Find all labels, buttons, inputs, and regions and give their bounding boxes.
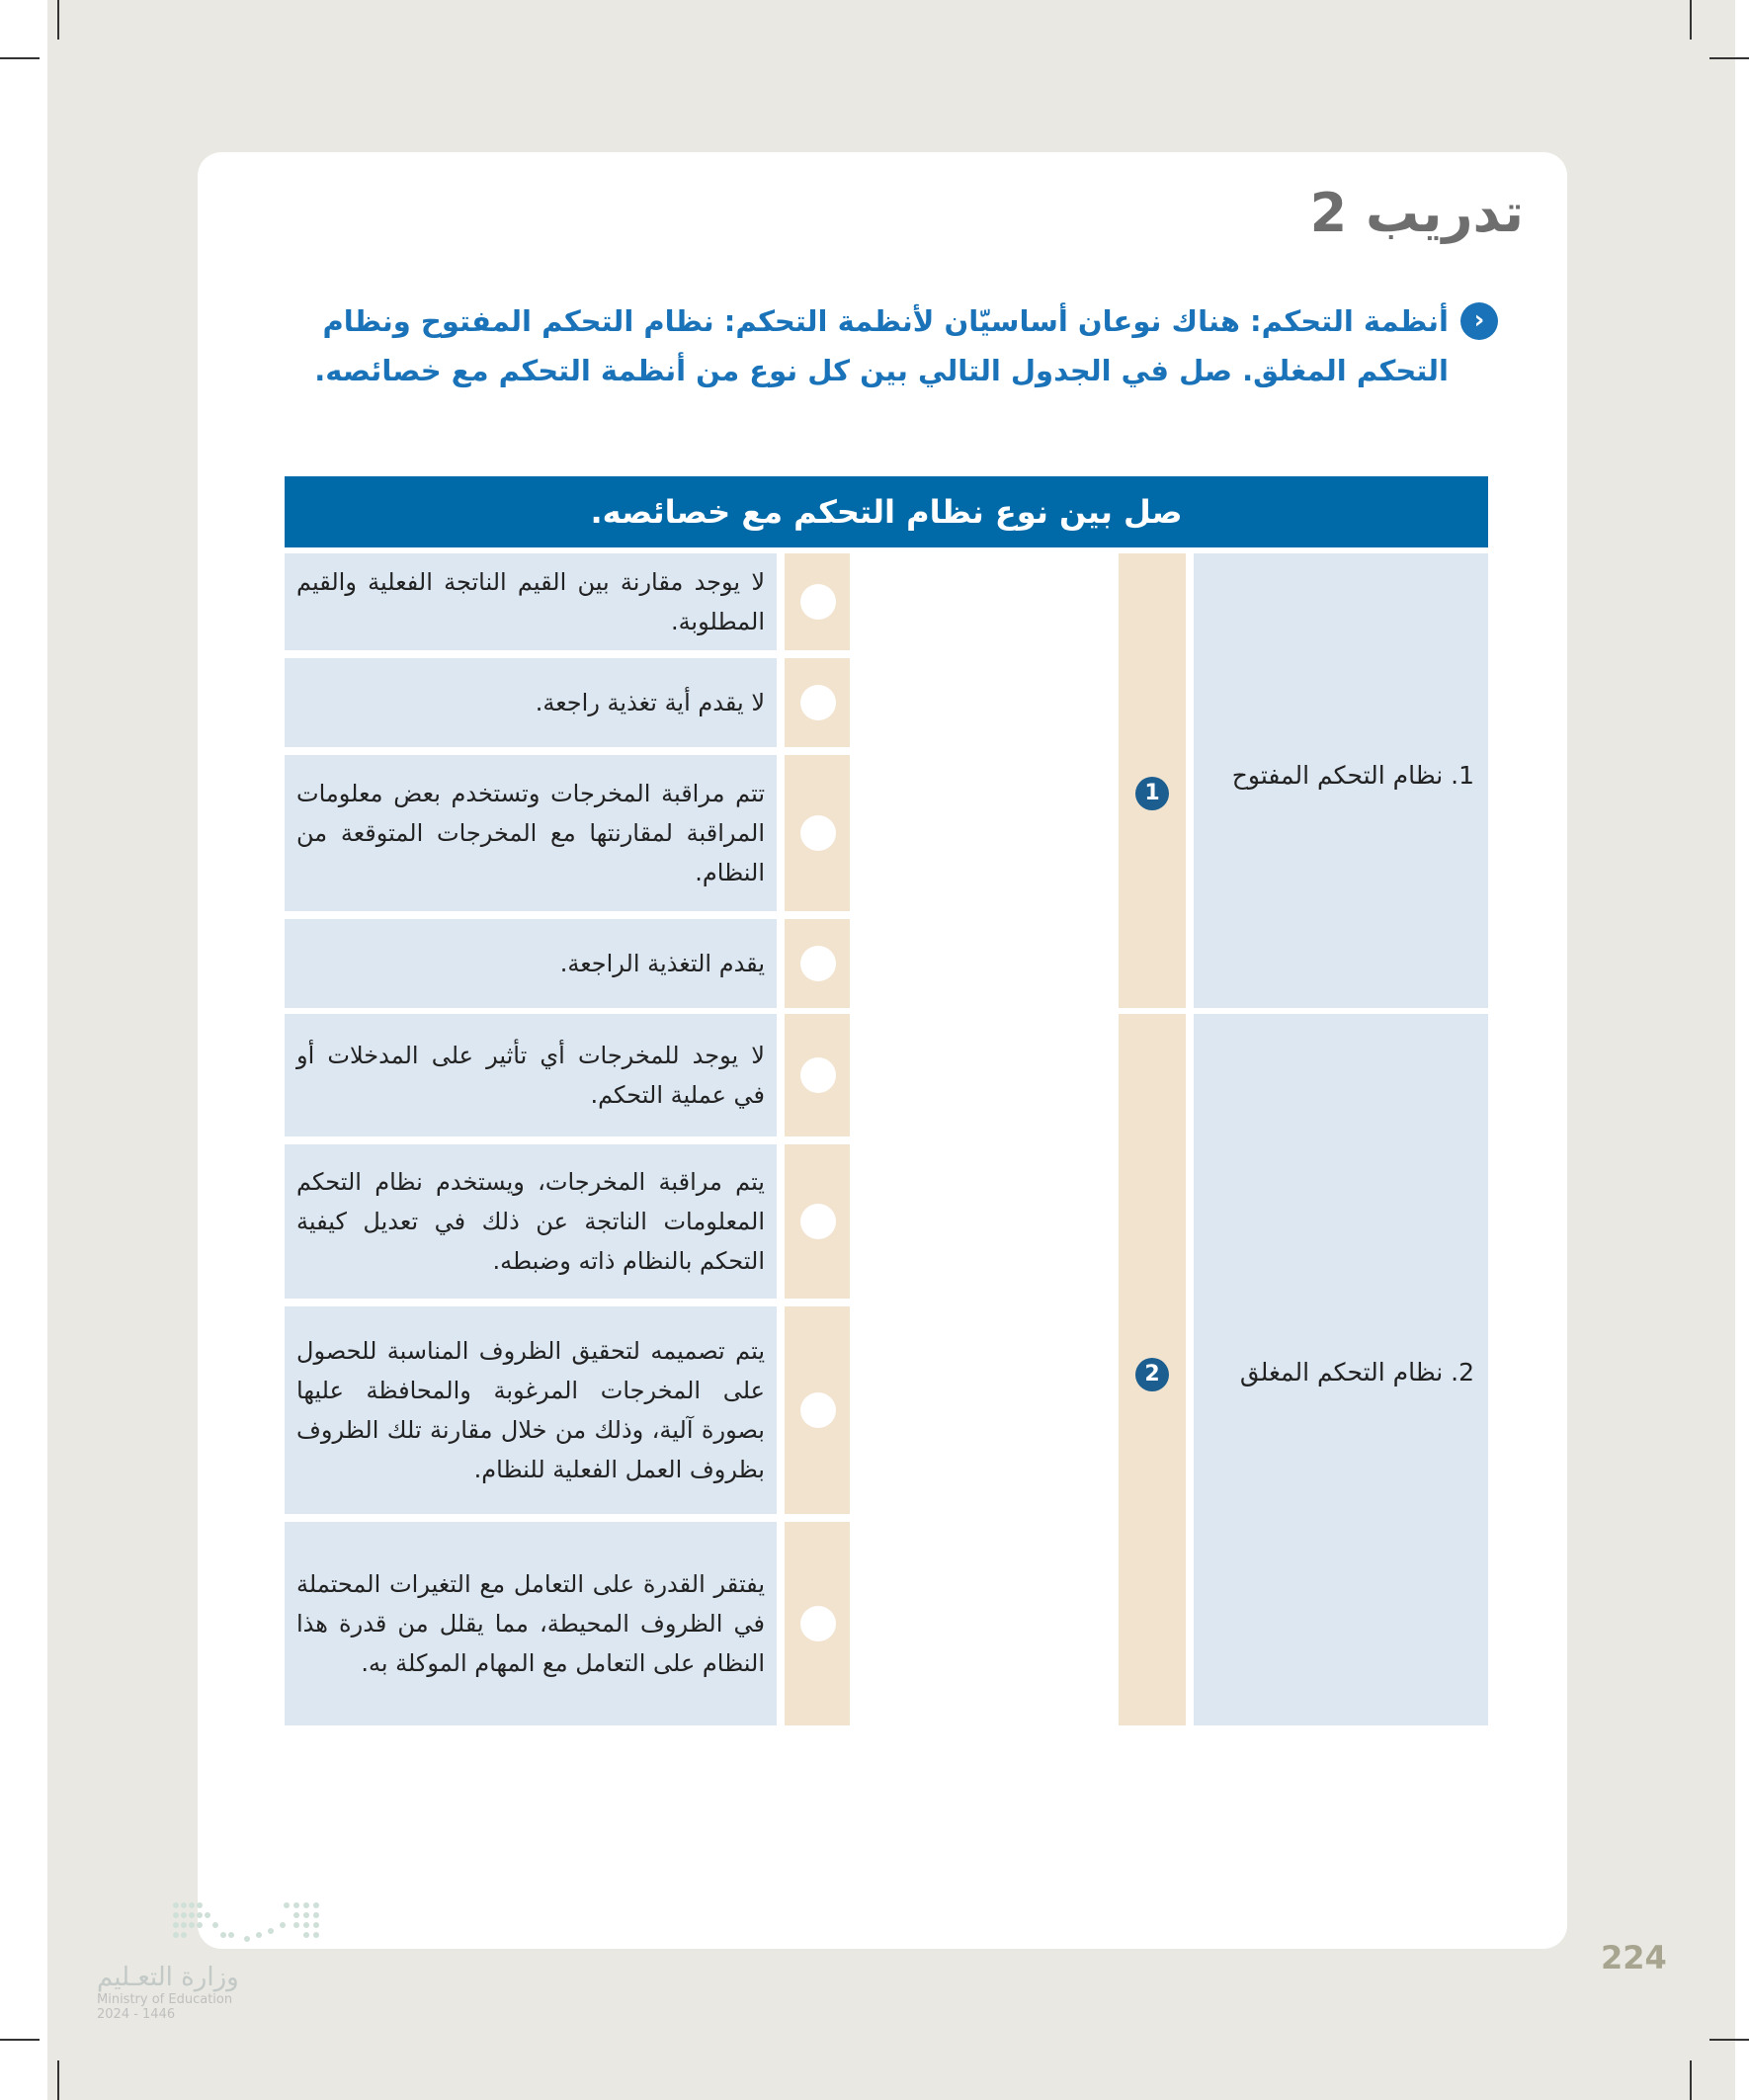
page-left-margin: [0, 0, 47, 2100]
statement-text: يفتقر القدرة على التعامل مع التغيرات المحتملة في الظروف المحيطة، مما يقلل من قدرة هذا النظام على التعامل مع المهام الموكلة به.: [296, 1570, 765, 1677]
match-dot-cell-2[interactable]: [785, 658, 850, 747]
match-dot[interactable]: [800, 685, 836, 720]
crop-mark: [1709, 2039, 1749, 2041]
statement-cell-4: [285, 919, 777, 1008]
match-dot-cell-6[interactable]: [785, 1144, 850, 1299]
statement-text: يقدم التغذية الراجعة.: [559, 950, 765, 977]
statement-text: لا يوجد للمخرجات أي تأثير على المدخلات أو في عملية التحكم.: [296, 1042, 765, 1109]
match-dot-cell-5[interactable]: [785, 1014, 850, 1136]
statement-cell-7: [285, 1306, 777, 1514]
match-dot[interactable]: [800, 1057, 836, 1093]
chevron-right-icon: ›: [1460, 302, 1498, 340]
page-right-margin: [1735, 0, 1749, 2100]
match-dot[interactable]: [800, 1606, 836, 1641]
ministry-name-ar: وزارة التعـليم: [97, 1963, 239, 1992]
crop-mark: [0, 2039, 40, 2041]
crop-mark: [1709, 57, 1749, 59]
number-badge-1: 1: [1135, 777, 1169, 810]
match-dot[interactable]: [800, 584, 836, 620]
intro-text: أنظمة التحكم: هناك نوعان أساسيّان لأنظمة التحكم: نظام التحكم المفتوح ونظام التحكم المغلق. صل في الجدول التالي بين كل نوع من أنظمة التحكم مع خصائصه.: [314, 304, 1449, 387]
system-number-cell-1: [1119, 553, 1186, 1008]
crop-mark: [0, 57, 40, 59]
exercise-card: [198, 152, 1567, 1949]
crop-mark: [57, 2060, 59, 2100]
statement-text: لا يوجد مقارنة بين القيم الناتجة الفعلية والقيم المطلوبة.: [296, 568, 765, 635]
statement-text: لا يقدم أية تغذية راجعة.: [535, 689, 765, 716]
number-badge-2: 2: [1135, 1358, 1169, 1391]
statement-cell-6: [285, 1144, 777, 1299]
match-dot-cell-3[interactable]: [785, 755, 850, 911]
statement-cell-8: [285, 1522, 777, 1725]
statement-cell-5: [285, 1014, 777, 1136]
page-number: 224: [1601, 1939, 1667, 1976]
ministry-logo: [97, 1963, 239, 2022]
crop-mark: [1690, 0, 1692, 40]
match-dot-cell-1[interactable]: [785, 553, 850, 650]
crop-mark: [57, 0, 59, 40]
statement-text: يتم تصميمه لتحقيق الظروف المناسبة للحصول على المخرجات المرغوبة والمحافظة عليها بصورة آلية، وذلك من خلال مقارنة تلك الظروف بظروف العمل الفعلية للنظام.: [296, 1337, 765, 1483]
system-label-open: 1. نظام التحكم المفتوح: [1231, 761, 1474, 790]
statement-text: تتم مراقبة المخرجات وتستخدم بعض معلومات المراقبة لمقارنتها مع المخرجات المتوقعة من النظام.: [296, 780, 765, 886]
statement-cell-3: [285, 755, 777, 911]
exercise-title: تدريب 2: [1309, 182, 1524, 244]
statement-cell-1: [285, 553, 777, 650]
match-dot-cell-4[interactable]: [785, 919, 850, 1008]
match-dot[interactable]: [800, 1392, 836, 1428]
ministry-name-en: Ministry of Education: [97, 1992, 233, 2007]
match-dot[interactable]: [800, 815, 836, 851]
system-number-cell-2: [1119, 1014, 1186, 1725]
statement-cell-2: [285, 658, 777, 747]
crop-mark: [1690, 2060, 1692, 2100]
match-dot[interactable]: [800, 946, 836, 981]
match-dot-cell-7[interactable]: [785, 1306, 850, 1514]
statement-text: يتم مراقبة المخرجات، ويستخدم نظام التحكم المعلومات الناتجة عن ذلك في تعديل كيفية التحكم بالنظام ذاته وضبطه.: [296, 1168, 765, 1275]
edition-year: 2024 - 1446: [97, 2007, 176, 2022]
system-cell-closed: [1194, 1014, 1488, 1725]
table-header: صل بين نوع نظام التحكم مع خصائصه.: [285, 476, 1488, 547]
ministry-logo-icon: [170, 1897, 324, 1949]
system-label-closed: 2. نظام التحكم المغلق: [1239, 1358, 1474, 1386]
match-dot-cell-8[interactable]: [785, 1522, 850, 1725]
system-cell-open: [1194, 553, 1488, 1008]
match-dot[interactable]: [800, 1204, 836, 1239]
